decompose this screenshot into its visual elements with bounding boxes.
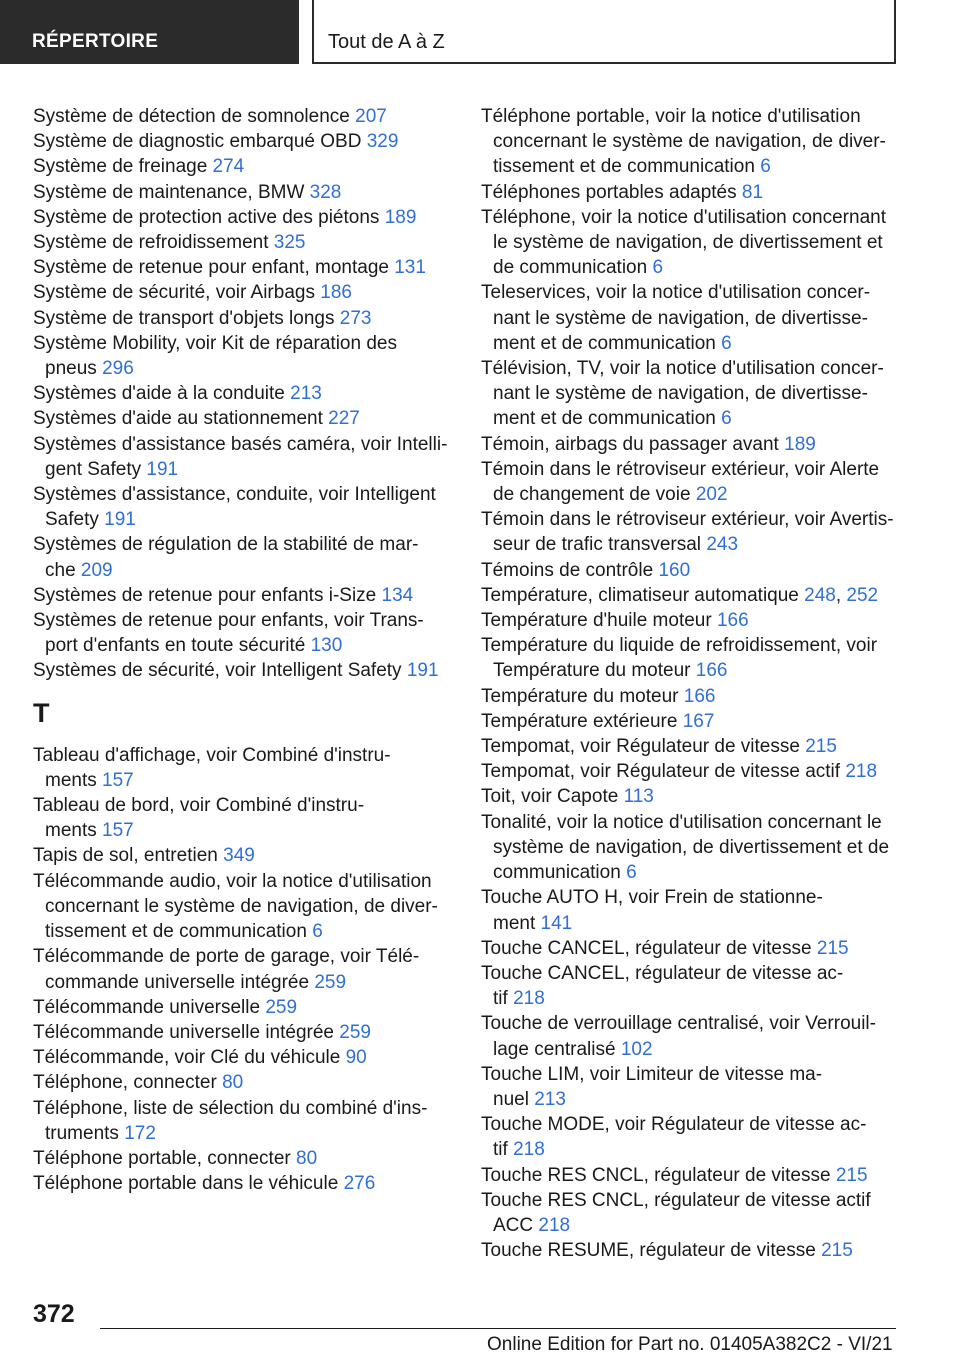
index-entry-text: Télécommande universelle [33, 996, 261, 1018]
page-reference-link[interactable]: 172 [124, 1122, 156, 1144]
page-reference-link[interactable]: 215 [835, 1164, 868, 1186]
index-entry-text: Téléphones portables adaptés [481, 181, 737, 203]
page-reference-link[interactable]: 259 [339, 1021, 371, 1043]
index-entry-text: nant le système de navigation, de divertisse- [493, 383, 868, 405]
page-reference-link[interactable]: 191 [104, 509, 136, 531]
page-number: 372 [33, 1300, 75, 1328]
page-reference-link[interactable]: 259 [265, 996, 298, 1018]
index-entry-text: Tapis de sol, entretien [33, 845, 218, 867]
page-reference-link[interactable]: 191 [146, 458, 179, 480]
index-entry-text: Safety [45, 509, 99, 531]
page-reference-link[interactable]: 166 [683, 685, 716, 707]
page-reference-link[interactable]: 328 [309, 181, 342, 203]
index-entry-text: Système de sécurité, voir Airbags [33, 282, 315, 304]
index-entry [481, 759, 901, 784]
index-entry [481, 558, 901, 583]
page-reference-link[interactable]: 6 [760, 156, 771, 178]
index-entry-text: Témoin dans le rétroviseur extérieur, voir Alerte [481, 458, 880, 480]
index-entry [33, 230, 453, 255]
page-reference-link[interactable]: 202 [695, 484, 728, 506]
page-reference-link[interactable]: 81 [741, 181, 764, 203]
page-reference-link[interactable]: 329 [366, 131, 399, 153]
index-entry [481, 734, 901, 759]
index-entry [33, 1020, 453, 1045]
index-entry [33, 608, 453, 658]
index-entry-text: le système de navigation, de divertissement et [493, 232, 883, 254]
page-reference-link[interactable]: 349 [223, 845, 255, 867]
index-entry-text: Témoin dans le rétroviseur extérieur, voir Avertis- [481, 509, 894, 531]
index-entry-text: Touche de verrouillage centralisé, voir Verrouil- [481, 1013, 876, 1035]
index-entry-text: Système de diagnostic embarqué OBD [33, 131, 362, 153]
index-entry-text: de changement de voie [493, 484, 691, 506]
index-entry-text: Tableau de bord, voir Combiné d'instru- [33, 795, 365, 817]
index-entry [33, 869, 453, 945]
index-entry-text: Touche RESUME, régulateur de vitesse [481, 1240, 816, 1262]
index-entry [481, 784, 901, 809]
index-entry-text: communication [493, 862, 621, 884]
index-entry [481, 1163, 901, 1188]
index-entry [481, 885, 901, 935]
index-entry [481, 280, 901, 356]
index-entry [481, 1112, 901, 1162]
index-entry-text: Température du liquide de refroidissement, voir [481, 635, 878, 657]
page-reference-link[interactable]: 166 [716, 610, 749, 632]
index-column-right [481, 104, 901, 1263]
index-entry-text: Témoins de contrôle [481, 559, 654, 581]
page-reference-link[interactable]: 130 [310, 635, 343, 657]
page-reference-link[interactable]: 157 [102, 820, 134, 842]
index-entry-text: Systèmes d'aide à la conduite [33, 383, 285, 405]
page-reference-link[interactable]: 131 [394, 257, 426, 279]
index-entry-text: Teleservices, voir la notice d'utilisation concer- [481, 282, 871, 304]
page-reference-link[interactable]: 215 [816, 937, 849, 959]
index-entry-text: Système Mobility, voir Kit de réparation des [33, 332, 397, 354]
index-entry-text: Température du moteur [481, 685, 679, 707]
index-entry-text: Touche RES CNCL, régulateur de vitesse [481, 1164, 831, 1186]
index-entry [33, 1045, 453, 1070]
page-reference-link[interactable]: 191 [406, 660, 439, 682]
index-entry [33, 381, 453, 406]
index-entry [481, 205, 901, 281]
index-entry-text: nuel [493, 1088, 529, 1110]
page-reference-link[interactable]: 6 [626, 862, 637, 884]
index-entry [33, 255, 453, 280]
index-entry-text: seur de trafic transversal [493, 534, 702, 556]
index-entry [33, 658, 453, 683]
index-entry [481, 1238, 901, 1263]
page-reference-link[interactable]: 215 [805, 736, 837, 758]
page-reference-link[interactable]: 6 [312, 921, 323, 943]
page-reference-link[interactable]: 6 [721, 332, 732, 354]
page-reference-link[interactable]: 6 [652, 257, 664, 279]
index-entry-text: ACC [493, 1214, 534, 1236]
index-entry [33, 104, 453, 129]
page-reference-link[interactable]: 157 [102, 769, 134, 791]
index-entry: Température, climatiseur automatique 248, 252 [481, 584, 879, 606]
index-entry [33, 1070, 453, 1095]
index-entry [33, 532, 453, 582]
index-entry-text: Système de transport d'objets longs [33, 307, 335, 329]
index-entry [481, 104, 901, 180]
index-entry [33, 482, 453, 532]
index-entry [33, 583, 453, 608]
page-reference-link[interactable]: 80 [296, 1147, 318, 1169]
page-reference-link[interactable]: 80 [222, 1072, 244, 1094]
page-reference-link[interactable]: 259 [314, 971, 347, 993]
page-reference-link[interactable]: 167 [682, 710, 715, 732]
index-entry-text: Téléphone, connecter [33, 1072, 217, 1094]
index-entry-text: Téléphone portable, voir la notice d'utilisation [481, 106, 861, 127]
index-entry [33, 205, 453, 230]
index-entry-text: tif [493, 1139, 508, 1161]
page-reference-link[interactable]: 243 [706, 534, 739, 556]
index-entry [33, 280, 453, 305]
index-entry-text: tissement et de communication [45, 921, 307, 943]
page-reference-link[interactable]: 274 [212, 156, 245, 178]
index-entry-text: Système de refroidissement [33, 232, 269, 254]
index-entry-text: Télécommande de porte de garage, voir Télé- [33, 946, 420, 968]
index-entry-text: Température extérieure [481, 710, 678, 732]
footer-edition: Online Edition for Part no. 01405A382C2 - VI/21 [487, 1334, 893, 1355]
index-entry [481, 684, 901, 709]
page-reference-link[interactable]: 141 [540, 912, 573, 934]
index-entry [33, 331, 453, 381]
index-entry-text: Tableau d'affichage, voir Combiné d'instru- [33, 744, 391, 766]
page-reference-link[interactable]: 325 [273, 232, 306, 254]
page-reference-link[interactable]: 215 [821, 1240, 853, 1262]
page-reference-link[interactable]: 113 [623, 786, 654, 808]
page-reference-link[interactable]: 273 [339, 307, 372, 329]
page-reference-link[interactable]: 6 [721, 408, 732, 430]
index-entry [481, 961, 901, 1011]
index-entry-text: Tonalité, voir la notice d'utilisation concernant le [481, 811, 882, 833]
index-entry-text: tif [493, 988, 508, 1010]
index-entry-text: Télécommande audio, voir la notice d'utilisation [33, 870, 432, 892]
page-reference-link[interactable]: 189 [384, 206, 417, 228]
index-entry-text: lage centralisé [493, 1038, 616, 1060]
index-entry-text: gent Safety [45, 458, 142, 480]
page-reference-link[interactable]: 189 [784, 433, 816, 455]
chapter-tab[interactable]: Tout de A à Z [312, 0, 896, 64]
index-entry-text: Touche MODE, voir Régulateur de vitesse ac- [481, 1114, 867, 1136]
page-reference-link[interactable]: 209 [80, 559, 113, 581]
index-entry-text: Télécommande, voir Clé du véhicule [33, 1047, 341, 1069]
index-entry [33, 129, 453, 154]
index-entry [33, 1096, 453, 1146]
footer-divider [100, 1328, 896, 1329]
index-entry-text: Télécommande universelle intégrée [33, 1021, 334, 1043]
index-entry [481, 180, 901, 205]
index-entry-text: Système de freinage [33, 156, 208, 178]
page-reference-link[interactable]: 166 [695, 660, 728, 682]
page-reference-link[interactable]: 90 [345, 1047, 367, 1069]
index-entry-text: Système de détection de somnolence [33, 106, 350, 127]
index-entry-text: de communication [493, 257, 648, 279]
index-entry [33, 1171, 453, 1196]
index-entry-text: nant le système de navigation, de divertisse- [493, 307, 868, 329]
index-entry [481, 709, 901, 734]
index-entry-text: Touche RES CNCL, régulateur de vitesse actif [481, 1189, 871, 1211]
index-letter-heading: T [33, 697, 50, 728]
index-entry-text: Toit, voir Capote [481, 786, 619, 808]
index-entry [33, 406, 453, 431]
index-entry-text: Touche CANCEL, régulateur de vitesse [481, 937, 812, 959]
index-entry-text: Téléphone portable dans le véhicule [33, 1173, 339, 1195]
index-entry-text: Système de retenue pour enfant, montage [33, 257, 389, 279]
page-header [0, 0, 960, 66]
index-entry-text: port d'enfants en toute sécurité [45, 635, 306, 657]
index-entry-text: ments [45, 820, 97, 842]
index-entry-text: Téléphone, voir la notice d'utilisation concernant [481, 206, 886, 228]
index-entry-text: Tempomat, voir Régulateur de vitesse actif [481, 761, 841, 783]
index-entry [481, 432, 901, 457]
index-entry-text: système de navigation, de divertissement et de [493, 836, 890, 858]
index-entry-text: truments [45, 1122, 119, 1144]
index-entry [481, 633, 901, 683]
index-entry-text: concernant le système de navigation, de diver- [493, 131, 886, 153]
index-entry [481, 810, 901, 886]
page-reference-link[interactable]: 186 [320, 282, 352, 304]
index-entry-text: ment et de communication [493, 408, 716, 430]
index-entry [33, 432, 453, 482]
index-entry [481, 507, 901, 557]
index-entry-text: Systèmes de retenue pour enfants i-Size [33, 584, 377, 606]
page-reference-link[interactable]: 218 [513, 1139, 545, 1161]
index-entry [33, 843, 453, 868]
page-reference-link[interactable]: 227 [328, 408, 360, 430]
index-entry-text: Télévision, TV, voir la notice d'utilisation concer- [481, 358, 884, 380]
index-entry [33, 1146, 453, 1171]
index-entry [481, 457, 901, 507]
index-entry-text: commande universelle intégrée [45, 971, 310, 993]
index-entry-text: Température du moteur [493, 660, 691, 682]
index-entry [481, 1188, 901, 1238]
section-tab[interactable]: RÉPERTOIRE [0, 0, 299, 64]
index-entry-text: pneus [45, 358, 97, 380]
index-entry [33, 743, 453, 793]
page-reference-link[interactable]: 160 [658, 559, 691, 581]
index-entry [33, 154, 453, 179]
page-reference-link[interactable]: 213 [290, 383, 322, 405]
page-reference-link[interactable]: 134 [381, 584, 414, 606]
index-entry-text: Température, climatiseur automatique [481, 584, 799, 606]
page-reference-link[interactable]: 218 [845, 761, 878, 783]
page-reference-link[interactable]: 296 [102, 358, 134, 380]
index-entry-text: ments [45, 769, 97, 791]
index-entry-text: ment et de communication [493, 332, 716, 354]
index-entry [481, 1062, 901, 1112]
index-entry [481, 936, 901, 961]
index-entry [481, 356, 901, 432]
index-entry-text: Touche CANCEL, régulateur de vitesse ac- [481, 962, 844, 984]
index-entry [33, 995, 453, 1020]
index-entry [33, 793, 453, 843]
index-entry-text: Systèmes de retenue pour enfants, voir Trans- [33, 610, 424, 632]
index-entry-text: Systèmes d'assistance basés caméra, voir Intelli- [33, 433, 448, 455]
index-entry-text: tissement et de communication [493, 156, 755, 178]
page-reference-link[interactable]: 102 [620, 1038, 653, 1060]
index-entry-text: Système de maintenance, BMW [33, 181, 305, 203]
page-reference-link[interactable]: 252 [846, 584, 879, 606]
index-entry [33, 180, 453, 205]
index-entry-text: Tempomat, voir Régulateur de vitesse [481, 736, 800, 758]
index-entry [33, 944, 453, 994]
page-reference-link[interactable]: 276 [343, 1173, 376, 1195]
index-entry-text: Systèmes de régulation de la stabilité de mar- [33, 534, 419, 556]
index-entry-text: concernant le système de navigation, de diver- [45, 895, 438, 917]
page-reference-link[interactable]: 218 [538, 1214, 571, 1236]
index-entry-text: Témoin, airbags du passager avant [481, 433, 779, 455]
index-entry [481, 1011, 901, 1061]
index-entry-text: Téléphone, liste de sélection du combiné d'ins- [33, 1097, 428, 1119]
index-entry-text: Téléphone portable, connecter [33, 1147, 291, 1169]
index-entry-text: Système de protection active des piétons [33, 206, 380, 228]
index-entry-text: Systèmes d'aide au stationnement [33, 408, 323, 430]
index-entry-text: che [45, 559, 76, 581]
index-entry [33, 306, 453, 331]
page-reference-link[interactable]: 213 [534, 1088, 566, 1110]
index-entry-text: ment [493, 912, 536, 934]
page-reference-link[interactable]: 207 [355, 106, 387, 127]
index-entry-text: Touche AUTO H, voir Frein de stationne- [481, 887, 823, 909]
page-reference-link[interactable]: 248 [804, 584, 836, 606]
index-entry-text: Systèmes de sécurité, voir Intelligent Safety [33, 660, 402, 682]
index-entry-text: Systèmes d'assistance, conduite, voir Intelligent [33, 484, 436, 506]
index-entry-text: Touche LIM, voir Limiteur de vitesse ma- [481, 1063, 823, 1085]
page-reference-link[interactable]: 218 [513, 988, 545, 1010]
index-entry [481, 608, 901, 633]
index-column-left [33, 104, 453, 1196]
index-entry-text: Température d'huile moteur [481, 610, 712, 632]
